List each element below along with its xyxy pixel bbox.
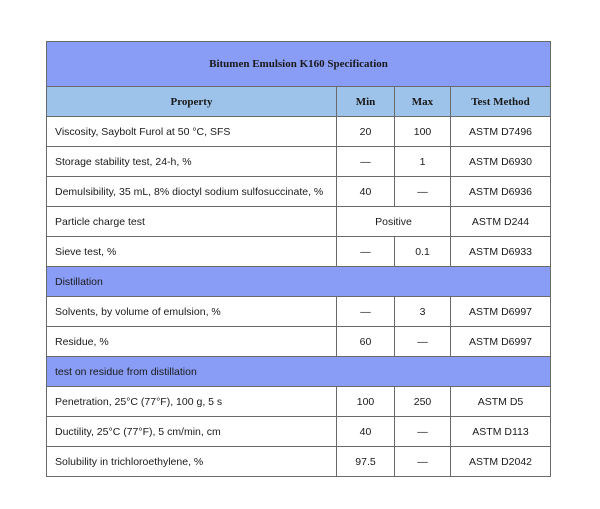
max-cell: — [395,327,451,357]
test-method-cell: ASTM D7496 [451,117,551,147]
max-cell: — [395,177,451,207]
table-row [47,297,551,327]
header-min: Min [337,87,395,117]
max-cell: — [395,447,451,477]
max-cell: 100 [395,117,451,147]
property-cell: Ductility, 25°C (77°F), 5 cm/min, cm [47,417,337,447]
test-method-cell: ASTM D6997 [451,297,551,327]
test-method-cell: ASTM D6930 [451,147,551,177]
min-cell: — [337,237,395,267]
table-row [47,237,551,267]
spec-table [46,41,551,477]
section-row [47,267,551,297]
section-label-distillation: Distillation [47,267,551,297]
min-cell: 20 [337,117,395,147]
section-label-residue: test on residue from distillation [47,357,551,387]
header-row [47,87,551,117]
property-cell: Solubility in trichloroethylene, % [47,447,337,477]
test-method-cell: ASTM D6933 [451,237,551,267]
table-row [47,387,551,417]
test-method-cell: ASTM D2042 [451,447,551,477]
max-cell: 1 [395,147,451,177]
min-cell: — [337,297,395,327]
property-cell: Particle charge test [47,207,337,237]
table-row [47,417,551,447]
test-method-cell: ASTM D6997 [451,327,551,357]
table-row [47,147,551,177]
min-cell: 60 [337,327,395,357]
property-cell: Residue, % [47,327,337,357]
title-row [47,42,551,87]
property-cell: Sieve test, % [47,237,337,267]
min-cell: — [337,147,395,177]
header-test-method: Test Method [451,87,551,117]
max-cell: 3 [395,297,451,327]
table-row [47,117,551,147]
table-row [47,177,551,207]
property-cell: Solvents, by volume of emulsion, % [47,297,337,327]
min-cell: 40 [337,177,395,207]
max-cell: — [395,417,451,447]
section-row [47,357,551,387]
max-cell: 0.1 [395,237,451,267]
table-row [47,327,551,357]
property-cell: Storage stability test, 24-h, % [47,147,337,177]
test-method-cell: ASTM D244 [451,207,551,237]
header-max: Max [395,87,451,117]
min-cell: 97.5 [337,447,395,477]
min-max-combined-cell: Positive [337,207,451,237]
header-property: Property [47,87,337,117]
table-title: Bitumen Emulsion K160 Specification [47,42,551,87]
test-method-cell: ASTM D5 [451,387,551,417]
table-row [47,447,551,477]
test-method-cell: ASTM D6936 [451,177,551,207]
property-cell: Demulsibility, 35 mL, 8% dioctyl sodium sulfosuccinate, % [47,177,337,207]
test-method-cell: ASTM D113 [451,417,551,447]
property-cell: Penetration, 25°C (77°F), 100 g, 5 s [47,387,337,417]
table-row [47,207,551,237]
property-cell: Viscosity, Saybolt Furol at 50 °C, SFS [47,117,337,147]
min-cell: 40 [337,417,395,447]
max-cell: 250 [395,387,451,417]
min-cell: 100 [337,387,395,417]
